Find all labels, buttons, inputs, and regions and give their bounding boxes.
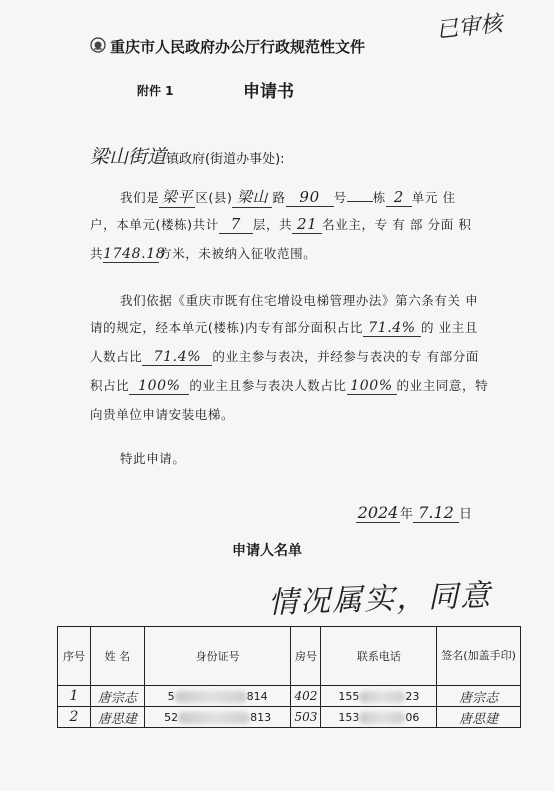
row-signature: 唐宗志 [437, 686, 521, 707]
text: 我们是 [120, 190, 160, 205]
attachment-label: 附件 1 [137, 84, 174, 98]
applicant-table [57, 626, 521, 728]
text: 层，共 [252, 217, 293, 232]
date-day-suffix: 日 [459, 507, 473, 522]
p2-line5 [90, 405, 234, 423]
district-value: 梁平 [159, 186, 195, 208]
p1-line3 [90, 244, 316, 263]
date-year: 2024 [357, 503, 399, 522]
building-value [347, 201, 373, 202]
row-number: 1 [58, 686, 91, 707]
id-start: 5 [167, 689, 175, 703]
text: 的业主且参与表决人数占比 [189, 378, 347, 393]
row-room: 402 [291, 686, 321, 707]
vote-area-ratio-value: 100% [129, 378, 189, 395]
header-cell: 签名(加盖手印) [437, 627, 521, 686]
text: 名业主，专 有 部 分面 积 [322, 217, 472, 232]
date-month-day: 7.12 [413, 503, 459, 523]
text: 的 业主且 [420, 320, 478, 335]
addressee-handwritten: 梁山街道 [90, 146, 167, 168]
id-start: 52 [164, 710, 179, 724]
table-row [58, 686, 521, 707]
area-value: 1748.18 [103, 246, 166, 262]
page-title: 申请书 [243, 82, 294, 102]
id-end: 813 [250, 710, 272, 724]
row-name: 唐宗志 [90, 686, 144, 707]
header-cell: 联系电话 [321, 627, 437, 686]
text: 户，本单元(楼栋)共计 [90, 217, 219, 232]
redaction [175, 691, 247, 703]
table-header-row [58, 627, 521, 686]
list-title: 申请人名单 [232, 543, 302, 559]
road-value: 梁山 [232, 186, 272, 208]
text: 人数占比 [90, 349, 143, 364]
row-id [144, 686, 291, 707]
text: 区(县) [195, 190, 233, 205]
phone-start: 153 [338, 710, 360, 724]
row-phone [321, 686, 437, 707]
phone-end: 23 [405, 689, 420, 703]
header-cell: 房号 [291, 627, 321, 686]
redaction [359, 691, 405, 703]
row-room: 503 [291, 707, 321, 728]
text: 向贵单位申请安装电梯。 [90, 407, 235, 422]
p2-line3 [90, 347, 479, 366]
p1-line1 [120, 186, 456, 208]
text: 路 [272, 190, 286, 205]
emblem-icon [90, 37, 106, 53]
date-year-suffix: 年 [400, 507, 414, 522]
number-value: 90 [286, 188, 334, 207]
phone-start: 155 [338, 689, 360, 703]
addressee [90, 142, 285, 169]
redaction [178, 712, 250, 724]
text: 号 [333, 190, 347, 205]
header-cell: 身份证号 [144, 627, 291, 686]
text: 的业主参与表决，并经参与表决的专 有部分面 [212, 349, 479, 364]
header-cell: 序号 [58, 627, 91, 686]
table-row [58, 707, 521, 728]
header-title: 重庆市人民政府办公厅行政规范性文件 [110, 38, 366, 56]
closing: 特此申请。 [120, 451, 186, 466]
people-ratio-value: 71.4% [142, 349, 212, 366]
text: 方米，未被纳入征收范围。 [159, 246, 317, 261]
owners-value: 21 [292, 215, 322, 234]
id-end: 814 [246, 689, 268, 703]
row-signature: 唐思建 [437, 707, 521, 728]
row-phone [321, 707, 437, 728]
list-handwriting: 情况属实，同意 [267, 578, 493, 621]
header-cell: 姓 名 [90, 627, 144, 686]
unit-value: 2 [386, 188, 412, 207]
text: 积占比 [90, 378, 130, 393]
text: 我们依据《重庆市既有住宅增设电梯管理办法》第六条有关 申 [120, 293, 479, 308]
text: 栋 [372, 190, 386, 205]
addressee-suffix: 镇政府(街道办事处): [166, 152, 285, 167]
p2-line2 [90, 318, 478, 337]
floors-value: 7 [219, 215, 253, 234]
p2-line1 [120, 291, 478, 309]
text: 单元 住 [411, 190, 456, 205]
text: 请的规定，经本单元(楼栋)内专有部分面积占比 [90, 320, 363, 335]
row-id [144, 707, 291, 728]
phone-end: 06 [405, 710, 420, 724]
p2-line4 [90, 376, 488, 395]
redaction [359, 712, 405, 724]
corner-handwriting: 已审核 [435, 11, 504, 44]
row-number: 2 [58, 707, 91, 728]
date [356, 503, 472, 523]
vote-people-ratio-value: 100% [347, 378, 397, 395]
text: 的业主同意，特 [396, 378, 489, 393]
text: 共 [90, 246, 104, 261]
p1-line2 [90, 215, 471, 234]
area-ratio-value: 71.4% [363, 320, 421, 337]
row-name: 唐思建 [90, 707, 144, 728]
